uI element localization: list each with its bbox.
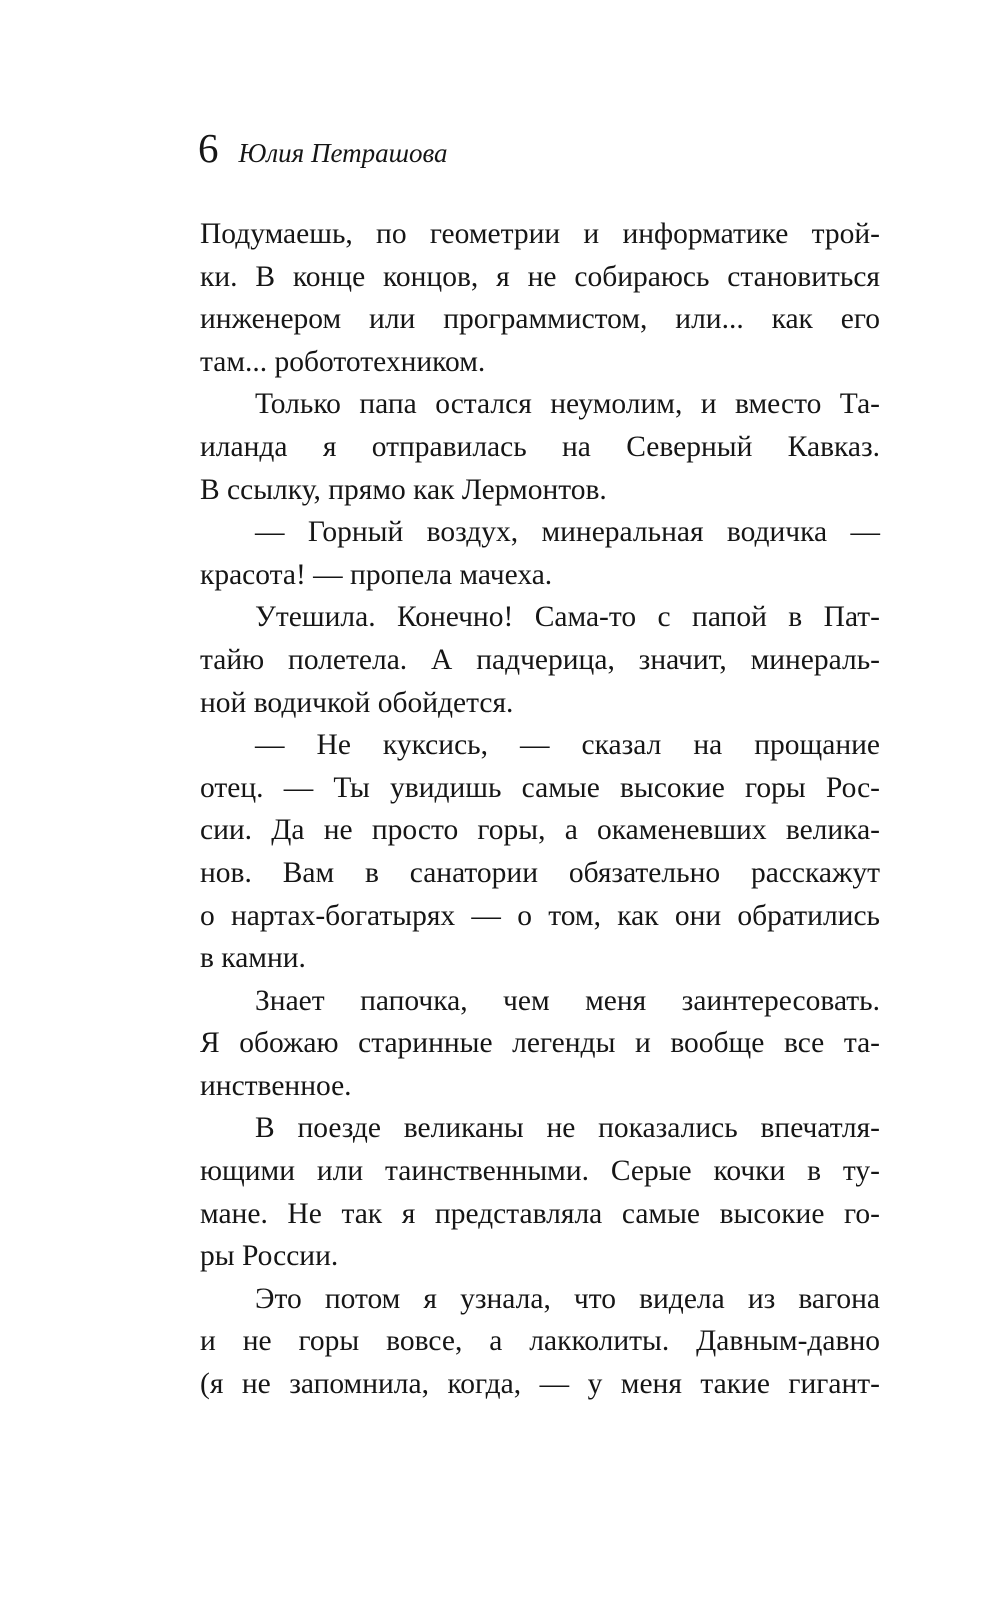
- text-line: в камни.: [200, 942, 306, 975]
- running-author: Юлия Петрашова: [238, 138, 448, 168]
- text-line: Только папа остался неумолим, и вместо Та-: [255, 388, 880, 421]
- paragraph: [200, 511, 880, 596]
- text-line: Я обожаю старинные легенды и вообще все та-: [200, 1027, 880, 1060]
- text-line: Подумаешь, по геометрии и информатике трой-: [200, 218, 880, 250]
- text-line: отец. — Ты увидишь самые высокие горы Рос-: [200, 771, 880, 804]
- paragraph: [200, 724, 880, 980]
- text-line: ры России.: [200, 1240, 339, 1273]
- paragraph: [200, 596, 880, 724]
- paragraph: [200, 213, 880, 383]
- text-line: В поезде великаны не показались впечатля-: [255, 1112, 880, 1145]
- text-line: (я не запомнила, когда, — у меня такие гигант-: [200, 1368, 880, 1401]
- text-line: ки. В конце концов, я не собираюсь становиться: [200, 260, 880, 293]
- paragraph: [200, 383, 880, 511]
- text-line: инственное.: [200, 1069, 352, 1102]
- text-line: инженером или программистом, или... как его: [200, 303, 880, 336]
- text-line: В ссылку, прямо как Лермонтов.: [200, 473, 607, 506]
- paragraph: [200, 1278, 880, 1406]
- running-header: [198, 125, 448, 171]
- text-line: Это потом я узнала, что видела из вагона: [255, 1282, 880, 1315]
- text-line: и не горы вовсе, а лакколиты. Давным-давно: [200, 1325, 880, 1358]
- text-line: красота! — пропела мачеха.: [200, 558, 553, 591]
- text-line: Знает папочка, чем меня заинтересовать.: [255, 984, 880, 1017]
- text-line: о нартах-богатырях — о том, как они обратились: [200, 899, 880, 932]
- text-line: Утешила. Конечно! Сама-то с папой в Пат-: [255, 601, 880, 634]
- page-number: 6: [198, 125, 219, 171]
- text-line: там... робототехником.: [200, 345, 486, 378]
- text-line: — Горный воздух, минеральная водичка —: [255, 516, 880, 549]
- paragraph: [200, 980, 880, 1108]
- text-line: мане. Не так я представляла самые высокие го-: [200, 1197, 880, 1230]
- text-line: — Не куксись, — сказал на прощание: [255, 729, 880, 762]
- text-line: ющими или таинственными. Серые кочки в ту-: [200, 1155, 880, 1188]
- text-line: ной водичкой обойдется.: [200, 686, 514, 719]
- paragraph: [200, 1107, 880, 1277]
- text-line: тайю полетела. А падчерица, значит, минераль-: [200, 643, 880, 676]
- body-text: [200, 213, 880, 1406]
- text-line: сии. Да не просто горы, а окаменевших велика-: [200, 814, 880, 847]
- text-line: иланда я отправилась на Северный Кавказ.: [200, 430, 880, 463]
- text-line: нов. Вам в санатории обязательно расскажут: [200, 856, 880, 889]
